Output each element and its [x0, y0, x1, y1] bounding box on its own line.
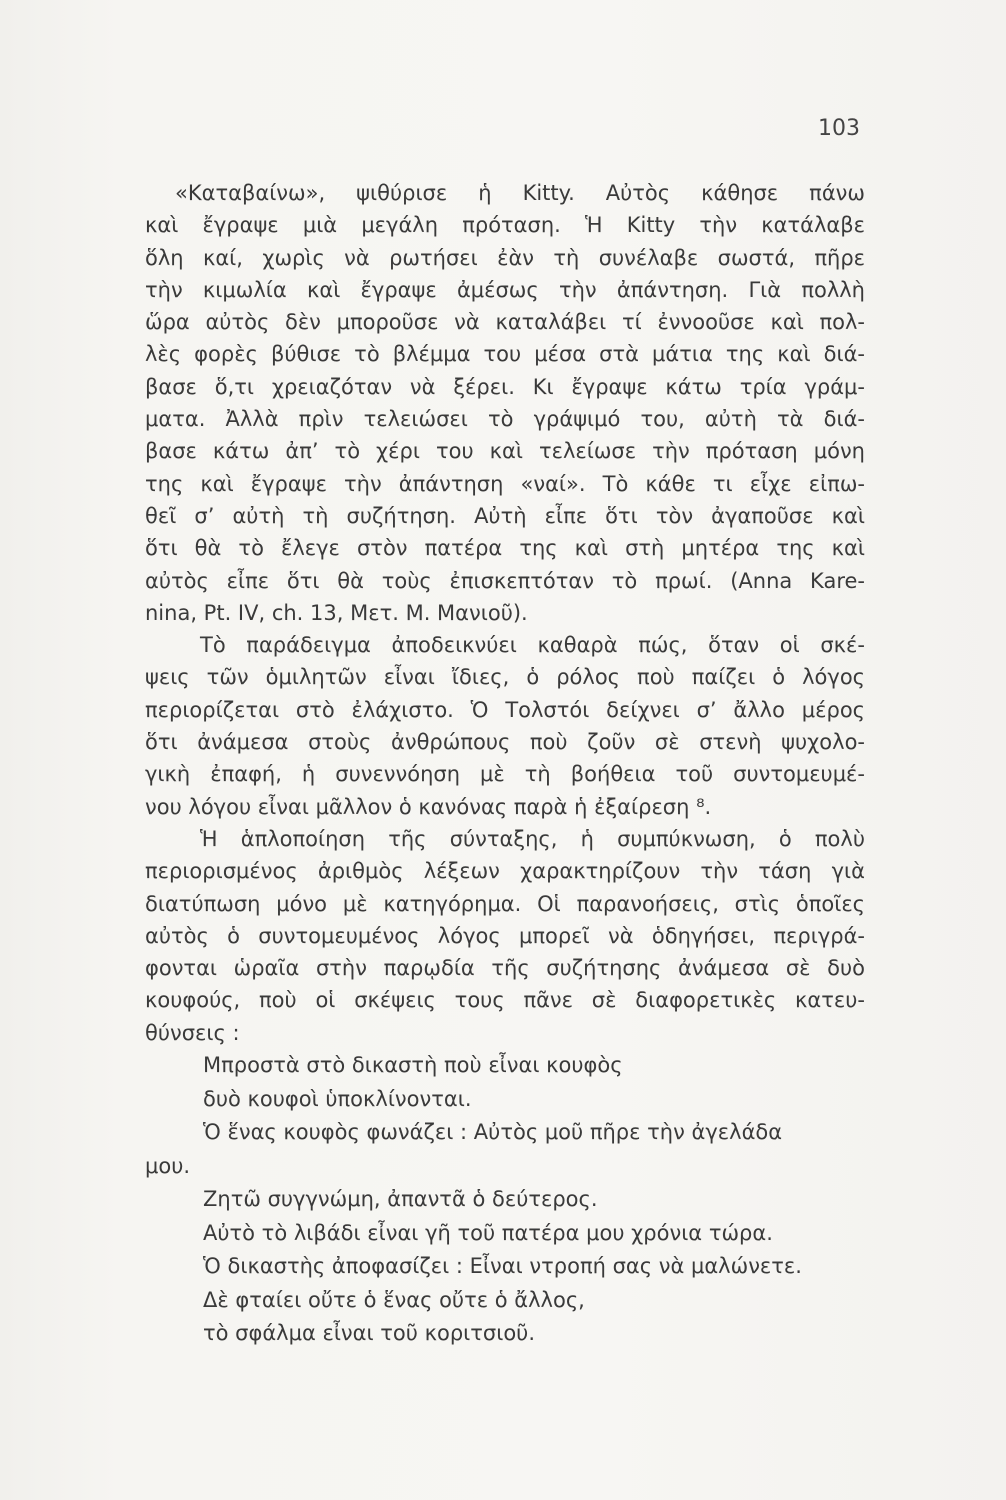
paragraph-2 [145, 629, 865, 823]
quoted-poem [145, 1049, 865, 1351]
text-line: βασε ὅ,τι χρειαζόταν νὰ ξέρει. Κι ἔγραψε κάτω τρία γράμ- [145, 374, 865, 399]
text-line: ὅτι ἀνάμεσα στοὺς ἀνθρώπους ποὺ ζοῦν σὲ στενὴ ψυχολο- [145, 730, 865, 755]
poem-line: δυὸ κουφοὶ ὑποκλίνονται. [203, 1086, 472, 1111]
text-line: νου λόγου εἶναι μᾶλλον ὁ κανόνας παρὰ ἡ ἐξαίρεση ⁸. [145, 794, 712, 819]
poem-line: Ὁ δικαστὴς ἀποφασίζει : Εἶναι ντροπή σας νὰ μαλώνετε. [203, 1254, 802, 1278]
text-line: ὅλη καί, χωρὶς νὰ ρωτήσει ἐὰν τὴ συνέλαβε σωστά, πῆρε [145, 245, 865, 270]
text-line: κουφούς, ποὺ οἱ σκέψεις τους πᾶνε σὲ διαφορετικὲς κατευ- [145, 988, 865, 1013]
poem-line: Ὁ ἕνας κουφὸς φωνάζει : Αὐτὸς μοῦ πῆρε τὴν ἀγελάδα [203, 1120, 783, 1144]
text-line: της καὶ ἔγραψε τὴν ἀπάντηση «ναί». Τὸ κάθε τι εἶχε εἰπω- [145, 471, 865, 496]
text-line: ὅτι θὰ τὸ ἔλεγε στὸν πατέρα της καὶ στὴ μητέρα της καὶ [145, 536, 865, 561]
paragraph-1 [145, 177, 865, 629]
text-line: περιορισμένος ἀριθμὸς λέξεων χαρακτηρίζουν τὴν τάση γιὰ [145, 859, 865, 884]
text-line: αὐτὸς εἶπε ὅτι θὰ τοὺς ἐπισκεπτόταν τὸ πρωί. (Anna Kare- [145, 568, 865, 593]
text-line: Τὸ παράδειγμα ἀποδεικνύει καθαρὰ πώς, ὅταν οἱ σκέ- [200, 633, 865, 658]
text-line: τὴν κιμωλία καὶ ἔγραψε ἀμέσως τὴν ἀπάντηση. Γιὰ πολλὴ [145, 277, 865, 302]
text-line: ματα. Ἀλλὰ πρὶν τελειώσει τὸ γράψιμό του, αὐτὴ τὰ διά- [145, 407, 865, 432]
poem-line: Μπροστὰ στὸ δικαστὴ ποὺ εἶναι κουφὸς [203, 1053, 623, 1077]
text-line: καὶ ἔγραψε μιὰ μεγάλη πρόταση. Ἡ Kitty τὴν κατάλαβε [145, 213, 865, 238]
text-line: περιορίζεται στὸ ἐλάχιστο. Ὁ Τολστόι δείχνει σ’ ἄλλο μέρος [145, 697, 865, 722]
page-number: 103 [818, 116, 860, 141]
body-text [145, 177, 865, 1049]
text-line: θύνσεις : [145, 1020, 240, 1045]
text-line: ψεις τῶν ὁμιλητῶν εἶναι ἴδιες, ὁ ρόλος ποὺ παίζει ὁ λόγος [145, 665, 865, 690]
poem-line: Ζητῶ συγγνώμη, ἀπαντᾶ ὁ δεύτερος. [203, 1187, 598, 1211]
text-line: «Καταβαίνω», ψιθύρισε ἡ Kitty. Αὐτὸς κάθησε πάνω [175, 181, 865, 205]
text-line: ὥρα αὐτὸς δὲν μποροῦσε νὰ καταλάβει τί ἐννοοῦσε καὶ πολ- [145, 310, 865, 335]
poem-line: Δὲ φταίει οὔτε ὁ ἕνας οὔτε ὁ ἄλλος, [203, 1287, 585, 1312]
text-line: βασε κάτω ἀπ’ τὸ χέρι του καὶ τελείωσε τὴν πρόταση μόνη [145, 439, 865, 464]
text-line: φονται ὡραῖα στὴν παρῳδία τῆς συζήτησης ἀνάμεσα σὲ δυὸ [145, 956, 865, 981]
text-line: λὲς φορὲς βύθισε τὸ βλέμμα του μέσα στὰ μάτια της καὶ διά- [145, 342, 865, 367]
text-line: διατύπωση μόνο μὲ κατηγόρημα. Οἱ παρανοήσεις, στὶς ὁποῖες [145, 891, 865, 916]
poem-line: μου. [145, 1153, 191, 1178]
text-line: Ἡ ἁπλοποίηση τῆς σύνταξης, ἡ συμπύκνωση, ὁ πολὺ [200, 826, 865, 851]
text-line: nina, Pt. IV, ch. 13, Μετ. Μ. Μανιοῦ). [145, 600, 528, 625]
text-line: θεῖ σ’ αὐτὴ τὴ συζήτηση. Αὐτὴ εἶπε ὅτι τὸν ἀγαποῦσε καὶ [145, 503, 865, 528]
text-line: αὐτὸς ὁ συντομευμένος λόγος μπορεῖ νὰ ὁδηγήσει, περιγρά- [145, 923, 865, 948]
poem-line: τὸ σφάλμα εἶναι τοῦ κοριτσιοῦ. [203, 1321, 536, 1345]
text-line: γικὴ ἐπαφή, ἡ συνεννόηση μὲ τὴ βοήθεια τοῦ συντομευμέ- [145, 762, 865, 787]
paragraph-3 [145, 823, 865, 1049]
poem-line: Αὐτὸ τὸ λιβάδι εἶναι γῆ τοῦ πατέρα μου χρόνια τώρα. [203, 1220, 773, 1245]
